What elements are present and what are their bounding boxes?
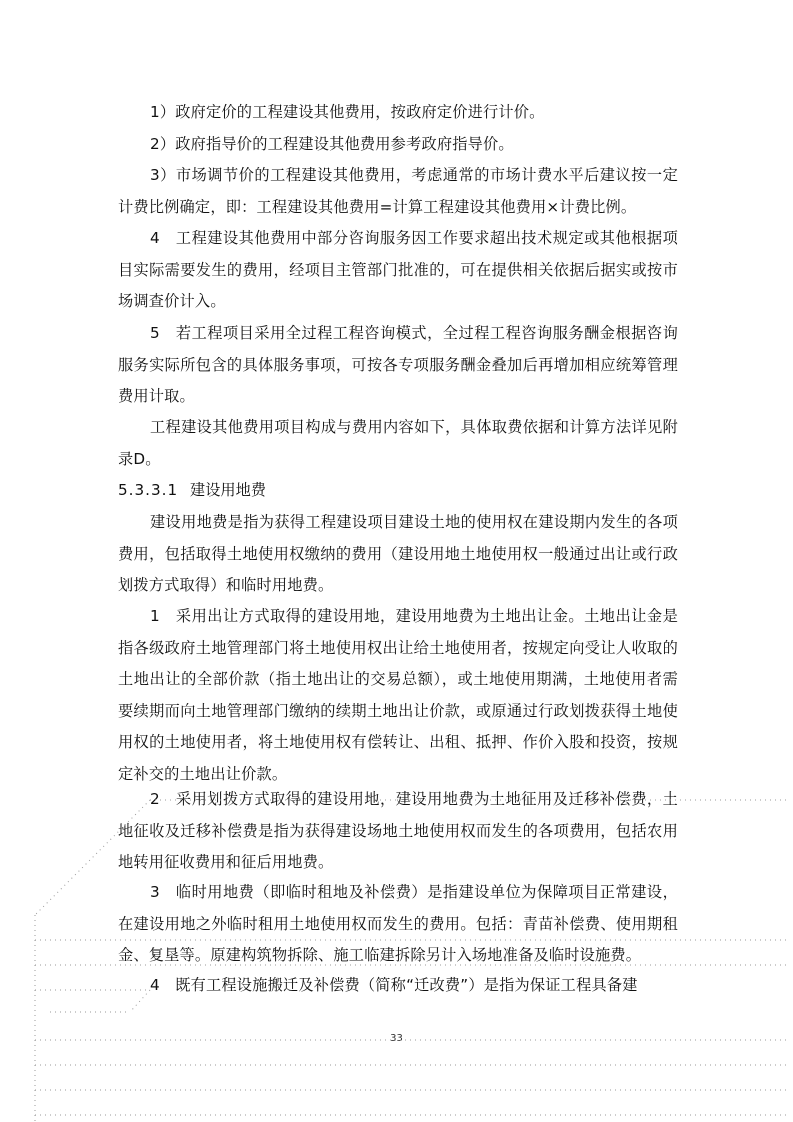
paragraph-4: 4 工程建设其他费用中部分咨询服务因工作要求超出技术规定或其他根据项目实际需要发生的费用，经项目主管部门批准的，可在提供相关依据后据实或按市场调查价计入。 xyxy=(118,229,678,310)
section-paragraph-intro: 建设用地费是指为获得工程建设项目建设土地的使用权在建设期内发生的各项费用，包括取得土地使用权缴纳的费用（建设用地土地使用权一般通过出让或行政划拨方式取得）和临时用地费。 xyxy=(118,513,678,594)
paragraph-6: 工程建设其他费用项目构成与费用内容如下，具体取费依据和计算方法详见附录D。 xyxy=(118,418,678,468)
section-heading xyxy=(118,475,266,507)
section-title: 建设用地费 xyxy=(190,481,266,499)
page-number: 33 xyxy=(390,1033,403,1044)
section-paragraph-1: 1 采用出让方式取得的建设用地，建设用地费为土地出让金。土地出让金是指各级政府土地管理部门将土地使用权出让给土地使用者，按规定向受让人收取的土地出让的全部价款（指土地出让的交易总额），或土地使用期满，土地使用者需要续期而向土地管理部门缴纳的续期土地出让价款，或原通过行政划拨获得土地使用权的土地使用者，将土地使用权有偿转让、出租、抵押、作价入股和投资，按规定补交的土地出让价款。 xyxy=(118,607,678,783)
section-paragraph-2: 2 采用划拨方式取得的建设用地，建设用地费为土地征用及迁移补偿费，土地征收及迁移补偿费是指为获得建设场地土地使用权而发生的各项费用，包括农用地转用征收费用和征后用地费。 xyxy=(118,790,678,871)
paragraph-5: 5 若工程项目采用全过程工程咨询模式，全过程工程咨询服务酬金根据咨询服务实际所包含的具体服务事项，可按各专项服务酬金叠加后再增加相应统筹管理费用计取。 xyxy=(118,324,678,405)
paragraph-3: 3）市场调节价的工程建设其他费用，考虑通常的市场计费水平后建议按一定计费比例确定，即：工程建设其他费用=计算工程建设其他费用×计费比例。 xyxy=(118,166,678,216)
section-paragraph-3: 3 临时用地费（即临时租地及补偿费）是指建设单位为保障项目正常建设，在建设用地之外临时租用土地使用权而发生的费用。包括：青苗补偿费、使用期租金、复垦等。原建构筑物拆除、施工临建拆除另计入场地准备及临时设施费。 xyxy=(118,883,678,964)
section-number: 5.3.3.1 xyxy=(118,481,179,499)
paragraph-1: 1）政府定价的工程建设其他费用，按政府定价进行计价。 xyxy=(150,103,545,121)
section-paragraph-4: 4 既有工程设施搬迁及补偿费（简称“迁改费”）是指为保证工程具备建 xyxy=(150,976,638,994)
paragraph-2: 2）政府指导价的工程建设其他费用参考政府指导价。 xyxy=(150,135,514,153)
